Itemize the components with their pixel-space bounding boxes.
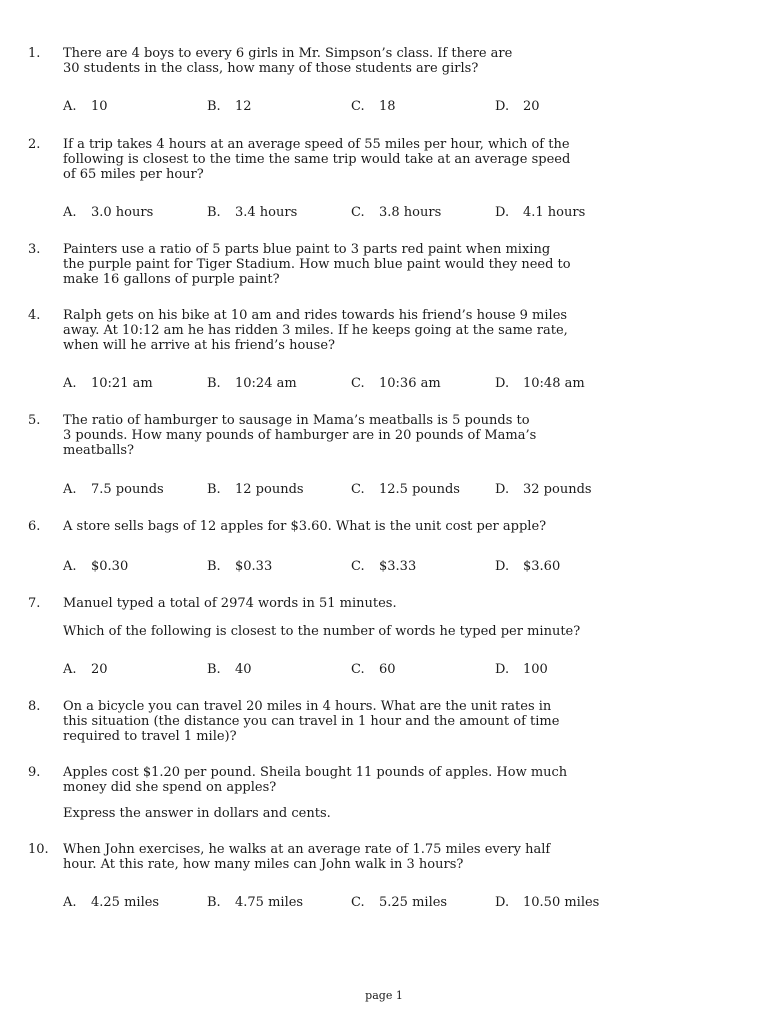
answer-choice [207, 559, 272, 574]
choice-text: 20 [91, 662, 108, 677]
question-line: On a bicycle you can travel 20 miles in 4 hours. What are the unit rates in [63, 699, 552, 714]
choice-text: 12 [235, 99, 252, 114]
choice-letter: A. [63, 662, 77, 677]
answer-choice [351, 205, 441, 220]
choice-letter: D. [495, 895, 510, 910]
question-line: following is closest to the time the same trip would take at an average speed [63, 152, 571, 167]
choice-letter: A. [63, 895, 77, 910]
choice-text: 7.5 pounds [91, 482, 164, 497]
choice-letter: C. [351, 376, 365, 391]
answer-choice [351, 99, 396, 114]
question-text [63, 842, 653, 872]
question-line: make 16 gallons of purple paint? [63, 272, 280, 287]
question-line: meatballs? [63, 443, 135, 458]
question-number: 8. [28, 699, 41, 714]
answer-choice [495, 895, 599, 910]
answer-choices [63, 99, 643, 115]
question-text [63, 519, 653, 534]
question-number: 3. [28, 242, 41, 257]
choice-letter: D. [495, 559, 510, 574]
choice-text: $0.33 [235, 559, 273, 574]
choice-letter: A. [63, 99, 77, 114]
choice-letter: C. [351, 895, 365, 910]
choice-text: 10:21 am [91, 376, 153, 391]
choice-letter: A. [63, 559, 77, 574]
answer-choice [63, 205, 153, 220]
answer-choice [495, 559, 560, 574]
question-line: away. At 10:12 am he has ridden 3 miles. If he keeps going at the same rate, [63, 323, 568, 338]
answer-choice [207, 99, 252, 114]
question-line: A store sells bags of 12 apples for $3.60. What is the unit cost per apple? [63, 519, 547, 534]
page-number: page 1 [365, 989, 403, 1002]
choice-text: 100 [523, 662, 548, 677]
question-instruction [63, 624, 653, 639]
answer-choice [207, 662, 252, 677]
answer-choice [351, 895, 447, 910]
choice-letter: A. [63, 482, 77, 497]
question-line: Apples cost $1.20 per pound. Sheila bought 11 pounds of apples. How much [63, 765, 568, 780]
choice-text: 5.25 miles [379, 895, 448, 910]
question-line: required to travel 1 mile)? [63, 729, 237, 744]
question-line: Ralph gets on his bike at 10 am and rides towards his friend’s house 9 miles [63, 308, 568, 323]
choice-letter: D. [495, 99, 510, 114]
instruction-line: Which of the following is closest to the number of words he typed per minute? [63, 624, 581, 639]
choice-text: 3.8 hours [379, 205, 442, 220]
choice-text: 32 pounds [523, 482, 592, 497]
choice-letter: B. [207, 376, 221, 391]
choice-text: 10 [91, 99, 108, 114]
answer-choice [495, 482, 592, 497]
choice-text: 10:36 am [379, 376, 441, 391]
answer-choice [63, 559, 128, 574]
question-number: 10. [28, 842, 49, 857]
choice-text: 10:48 am [523, 376, 585, 391]
question-text [63, 308, 653, 353]
choice-text: 20 [523, 99, 540, 114]
question-number: 6. [28, 519, 41, 534]
answer-choice [63, 662, 108, 677]
choice-text: 10:24 am [235, 376, 297, 391]
choice-text: 40 [235, 662, 252, 677]
answer-choice [207, 376, 297, 391]
choice-text: 12.5 pounds [379, 482, 460, 497]
question-line: There are 4 boys to every 6 girls in Mr. Simpson’s class. If there are [63, 46, 513, 61]
answer-choice [351, 662, 396, 677]
question-line: Manuel typed a total of 2974 words in 51 minutes. [63, 596, 397, 611]
question-line: Painters use a ratio of 5 parts blue paint to 3 parts red paint when mixing [63, 242, 551, 257]
question-text [63, 46, 653, 76]
choice-text: 4.75 miles [235, 895, 304, 910]
answer-choice [495, 205, 585, 220]
question-line: If a trip takes 4 hours at an average speed of 55 miles per hour, which of the [63, 137, 570, 152]
choice-text: $3.60 [523, 559, 561, 574]
answer-choices [63, 205, 643, 221]
answer-choices [63, 376, 643, 392]
question-text [63, 699, 653, 744]
answer-choice [351, 559, 416, 574]
choice-letter: C. [351, 205, 365, 220]
answer-choice [63, 99, 108, 114]
choice-letter: B. [207, 99, 221, 114]
question-line: The ratio of hamburger to sausage in Mama’s meatballs is 5 pounds to [63, 413, 530, 428]
question-text [63, 765, 653, 795]
choice-letter: B. [207, 205, 221, 220]
answer-choices [63, 559, 643, 575]
answer-choice [63, 376, 153, 391]
choice-text: $3.33 [379, 559, 417, 574]
question-line: the purple paint for Tiger Stadium. How much blue paint would they need to [63, 257, 571, 272]
question-number: 4. [28, 308, 41, 323]
question-number: 2. [28, 137, 41, 152]
answer-choice [207, 895, 303, 910]
question-number: 1. [28, 46, 41, 61]
question-text [63, 137, 653, 182]
question-line: When John exercises, he walks at an average rate of 1.75 miles every half [63, 842, 551, 857]
question-text [63, 596, 653, 611]
choice-letter: B. [207, 482, 221, 497]
choice-text: 3.0 hours [91, 205, 154, 220]
choice-text: $0.30 [91, 559, 129, 574]
choice-text: 10.50 miles [523, 895, 600, 910]
choice-text: 18 [379, 99, 396, 114]
choice-letter: C. [351, 482, 365, 497]
answer-choice [63, 482, 164, 497]
question-text [63, 242, 653, 287]
question-instruction [63, 806, 653, 821]
choice-letter: C. [351, 662, 365, 677]
answer-choices [63, 662, 643, 678]
answer-choice [495, 99, 540, 114]
question-text [63, 413, 653, 458]
choice-letter: D. [495, 376, 510, 391]
choice-letter: B. [207, 662, 221, 677]
answer-choice [495, 376, 585, 391]
question-line: hour. At this rate, how many miles can John walk in 3 hours? [63, 857, 464, 872]
choice-letter: C. [351, 99, 365, 114]
choice-text: 12 pounds [235, 482, 304, 497]
answer-choice [351, 376, 441, 391]
question-line: 3 pounds. How many pounds of hamburger are in 20 pounds of Mama’s [63, 428, 537, 443]
question-number: 5. [28, 413, 41, 428]
question-line: when will he arrive at his friend’s house? [63, 338, 335, 353]
question-number: 9. [28, 765, 41, 780]
choice-letter: A. [63, 205, 77, 220]
choice-letter: A. [63, 376, 77, 391]
choice-text: 4.1 hours [523, 205, 586, 220]
answer-choice [63, 895, 159, 910]
choice-text: 4.25 miles [91, 895, 160, 910]
instruction-line: Express the answer in dollars and cents. [63, 806, 331, 821]
answer-choice [207, 205, 297, 220]
question-line: 30 students in the class, how many of those students are girls? [63, 61, 479, 76]
answer-choice [351, 482, 460, 497]
choice-text: 60 [379, 662, 396, 677]
question-line: money did she spend on apples? [63, 780, 277, 795]
choice-letter: B. [207, 559, 221, 574]
question-line: this situation (the distance you can travel in 1 hour and the amount of time [63, 714, 560, 729]
choice-text: 3.4 hours [235, 205, 298, 220]
choice-letter: D. [495, 482, 510, 497]
answer-choice [495, 662, 548, 677]
choice-letter: D. [495, 205, 510, 220]
choice-letter: C. [351, 559, 365, 574]
question-line: of 65 miles per hour? [63, 167, 204, 182]
choice-letter: B. [207, 895, 221, 910]
answer-choice [207, 482, 304, 497]
answer-choices [63, 482, 643, 498]
choice-letter: D. [495, 662, 510, 677]
answer-choices [63, 895, 643, 911]
question-number: 7. [28, 596, 41, 611]
